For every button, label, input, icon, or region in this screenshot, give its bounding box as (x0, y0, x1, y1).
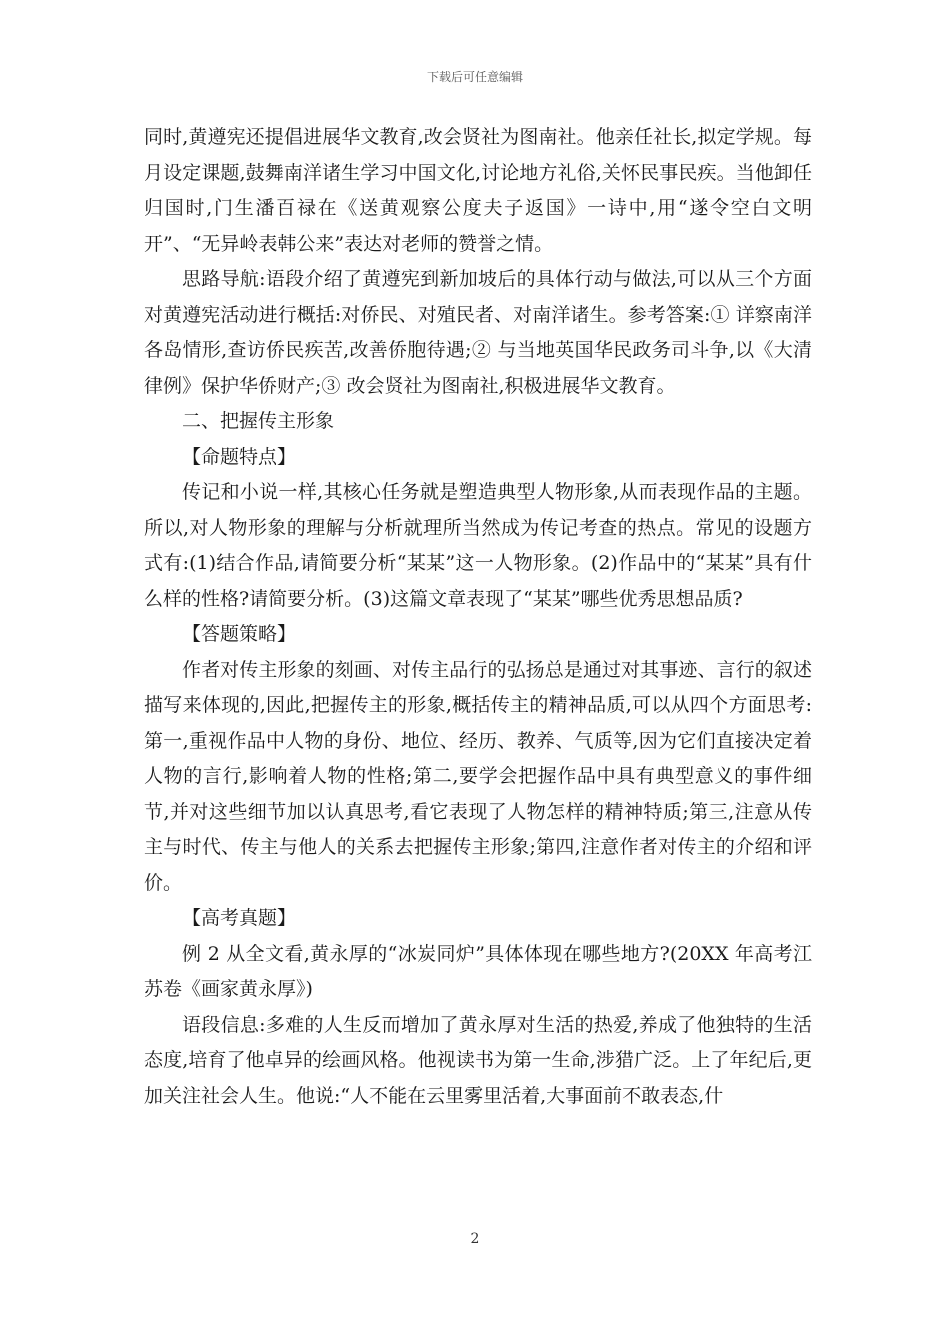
paragraph: 作者对传主形象的刻画、对传主品行的弘扬总是通过对其事迹、言行的叙述描写来体现的,因此,把握传主的形象,概括传主的精神品质,可以从四个方面思考:第一,重视作品中人物的身份、地位、经历、教养、气质等,因为它们直接决定着人物的言行,影响着人物的性格;第二,要学会把握作品中具有典型意义的事件细节,并对这些细节加以认真思考,看它表现了人物怎样的精神特质;第三,注意从传主与时代、传主与他人的关系去把握传主形象;第四,注意作者对传主的介绍和评价。 (144, 658, 812, 894)
section-heading: 二、把握传主形象 (182, 410, 335, 432)
paragraph: 同时,黄遵宪还提倡进展华文教育,改会贤社为图南社。他亲任社长,拟定学规。每月设定课题,鼓舞南洋诸生学习中国文化,讨论地方礼俗,关怀民事民疾。当他卸任归国时,门生潘百禄在《送黄观察公度夫子返国》一诗中,用“遂令空白文明开”、“无异岭表韩公来”表达对老师的赞誉之情。 (144, 126, 812, 255)
page-number: 2 (470, 1231, 480, 1247)
paragraph: 传记和小说一样,其核心任务就是塑造典型人物形象,从而表现作品的主题。所以,对人物形象的理解与分析就理所当然成为传记考查的热点。常见的设题方式有:(1)结合作品,请简要分析“某某”这一人物形象。(2)作品中的“某某”具有什么样的性格?请简要分析。(3)这篇文章表现了“某某”哪些优秀思想品质? (144, 481, 812, 610)
document-body (144, 120, 812, 1114)
subsection-heading: 【命题特点】 (182, 445, 297, 468)
paragraph: 例 2 从全文看,黄永厚的“冰炭同炉”具体体现在哪些地方?(20XX 年高考江苏卷《画家黄永厚》) (144, 942, 812, 1000)
subsection-heading: 【高考真题】 (182, 907, 297, 929)
page-header: 下载后可任意编辑 (426, 70, 523, 84)
subsection-heading: 【答题策略】 (182, 623, 297, 645)
paragraph: 语段信息:多难的人生反而增加了黄永厚对生活的热爱,养成了他独特的生活态度,培育了他卓异的绘画风格。他视读书为第一生命,涉猎广泛。上了年纪后,更加关注社会人生。他说:“人不能在云里雾里活着,大事面前不敢表态,什 (144, 1013, 812, 1107)
paragraph: 思路导航:语段介绍了黄遵宪到新加坡后的具体行动与做法,可以从三个方面对黄遵宪活动进行概括:对侨民、对殖民者、对南洋诸生。参考答案:① 详察南洋各岛情形,查访侨民疾苦,改善侨胞待遇;② 与当地英国华民政务司斗争,以《大清律例》保护华侨财产;③ 改会贤社为图南社,积极进展华文教育。 (144, 268, 812, 397)
